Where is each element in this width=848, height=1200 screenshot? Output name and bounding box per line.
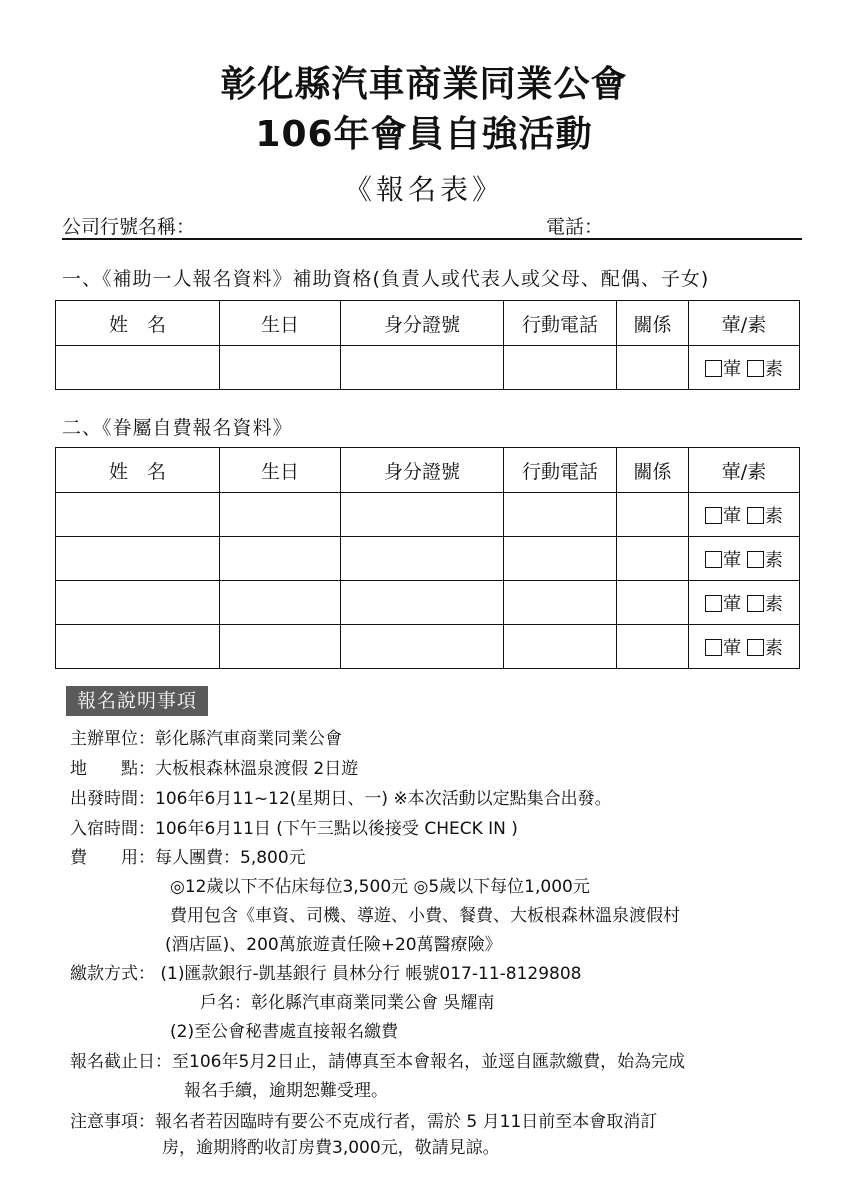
col-birthday: 生日 bbox=[220, 448, 341, 493]
name-cell[interactable] bbox=[56, 346, 220, 390]
col-id-number: 身分證號 bbox=[341, 448, 504, 493]
organizer-line: 主辦單位：彰化縣汽車商業同業公會 bbox=[70, 729, 342, 749]
veg-label: 素 bbox=[764, 637, 783, 659]
cancellation-fee-line: 房，逾期將酌收訂房費3,000元，敬請見諒。 bbox=[162, 1138, 500, 1158]
phone-label: 電話： bbox=[546, 216, 604, 238]
meat-label: 葷 bbox=[723, 358, 742, 380]
mobile-cell[interactable] bbox=[504, 581, 617, 625]
col-relation: 關係 bbox=[617, 301, 689, 346]
table-row bbox=[56, 581, 800, 625]
birthday-cell[interactable] bbox=[220, 625, 341, 669]
birthday-cell[interactable] bbox=[220, 493, 341, 537]
meat-checkbox[interactable] bbox=[705, 551, 722, 568]
relation-cell[interactable] bbox=[617, 625, 689, 669]
section2-heading: 二、《眷屬自費報名資料》 bbox=[62, 417, 293, 439]
veg-option[interactable] bbox=[747, 638, 783, 659]
mobile-cell[interactable] bbox=[504, 537, 617, 581]
pay-at-office-line: (2)至公會秘書處直接報名繳費 bbox=[170, 1022, 399, 1042]
notes-heading: 報名說明事項 bbox=[66, 686, 208, 716]
departure-line: 出發時間：106年6月11~12(星期日、一) ※本次活動以定點集合出發。 bbox=[70, 789, 612, 809]
id-number-cell[interactable] bbox=[341, 625, 504, 669]
subsidized-member-table bbox=[55, 300, 800, 390]
meat-option[interactable] bbox=[705, 359, 741, 380]
name-cell[interactable] bbox=[56, 493, 220, 537]
veg-option[interactable] bbox=[747, 359, 783, 380]
meat-checkbox[interactable] bbox=[705, 595, 722, 612]
table-header-row bbox=[56, 448, 800, 493]
name-cell[interactable] bbox=[56, 581, 220, 625]
org-title: 彰化縣汽車商業同業公會 bbox=[220, 64, 628, 105]
birthday-cell[interactable] bbox=[220, 537, 341, 581]
company-name-label: 公司行號名稱： bbox=[62, 216, 196, 238]
family-member-table bbox=[55, 447, 800, 669]
diet-cell bbox=[689, 493, 800, 537]
veg-option[interactable] bbox=[747, 506, 783, 527]
col-birthday: 生日 bbox=[220, 301, 341, 346]
table-header-row bbox=[56, 301, 800, 346]
diet-cell bbox=[689, 625, 800, 669]
meat-option[interactable] bbox=[705, 550, 741, 571]
diet-cell bbox=[689, 537, 800, 581]
meat-label: 葷 bbox=[723, 549, 742, 571]
relation-cell[interactable] bbox=[617, 537, 689, 581]
fee-line: 費 用：每人團費：5,800元 bbox=[70, 848, 306, 868]
table-row bbox=[56, 346, 800, 390]
table-row bbox=[56, 625, 800, 669]
col-mobile: 行動電話 bbox=[504, 448, 617, 493]
veg-checkbox[interactable] bbox=[747, 360, 764, 377]
veg-label: 素 bbox=[764, 593, 783, 615]
mobile-cell[interactable] bbox=[504, 493, 617, 537]
col-diet: 葷/素 bbox=[689, 301, 800, 346]
form-title: 《報名表》 bbox=[343, 173, 504, 206]
id-number-cell[interactable] bbox=[341, 537, 504, 581]
col-id-number: 身分證號 bbox=[341, 301, 504, 346]
meat-checkbox[interactable] bbox=[705, 360, 722, 377]
birthday-cell[interactable] bbox=[220, 346, 341, 390]
name-cell[interactable] bbox=[56, 537, 220, 581]
company-info-row bbox=[62, 210, 802, 240]
relation-cell[interactable] bbox=[617, 346, 689, 390]
meat-option[interactable] bbox=[705, 594, 741, 615]
veg-label: 素 bbox=[764, 505, 783, 527]
veg-label: 素 bbox=[764, 358, 783, 380]
col-name: 姓 名 bbox=[56, 448, 220, 493]
table-row bbox=[56, 537, 800, 581]
id-number-cell[interactable] bbox=[341, 346, 504, 390]
veg-checkbox[interactable] bbox=[747, 551, 764, 568]
name-cell[interactable] bbox=[56, 625, 220, 669]
cancellation-line: 注意事項：報名者若因臨時有要公不克成行者，需於 5 月11日前至本會取消訂 bbox=[70, 1112, 658, 1132]
diet-cell bbox=[689, 581, 800, 625]
child-fee-line: ◎12歲以下不佔床每位3,500元 ◎5歲以下每位1,000元 bbox=[170, 877, 590, 897]
location-line: 地 點：大板根森林溫泉渡假 2日遊 bbox=[70, 759, 359, 779]
fee-includes-line: 費用包含《車資、司機、導遊、小費、餐費、大板根森林溫泉渡假村 bbox=[170, 906, 680, 926]
diet-cell bbox=[689, 346, 800, 390]
insurance-line: (酒店區)、200萬旅遊責任險+20萬醫療險》 bbox=[165, 935, 502, 955]
col-relation: 關係 bbox=[617, 448, 689, 493]
birthday-cell[interactable] bbox=[220, 581, 341, 625]
payment-line: 繳款方式： (1)匯款銀行-凱基銀行 員林分行 帳號017-11-8129808 bbox=[70, 964, 582, 984]
mobile-cell[interactable] bbox=[504, 625, 617, 669]
col-name: 姓 名 bbox=[56, 301, 220, 346]
deadline-note-line: 報名手續，逾期恕難受理。 bbox=[184, 1081, 388, 1101]
veg-option[interactable] bbox=[747, 594, 783, 615]
veg-option[interactable] bbox=[747, 550, 783, 571]
meat-label: 葷 bbox=[723, 593, 742, 615]
meat-option[interactable] bbox=[705, 638, 741, 659]
meat-label: 葷 bbox=[723, 637, 742, 659]
id-number-cell[interactable] bbox=[341, 581, 504, 625]
meat-checkbox[interactable] bbox=[705, 507, 722, 524]
meat-checkbox[interactable] bbox=[705, 639, 722, 656]
table-row bbox=[56, 493, 800, 537]
account-name-line: 戶名：彰化縣汽車商業同業公會 吳耀南 bbox=[200, 993, 495, 1013]
deadline-line: 報名截止日：至106年5月2日止，請傳真至本會報名，並逕自匯款繳費，始為完成 bbox=[70, 1052, 686, 1072]
mobile-cell[interactable] bbox=[504, 346, 617, 390]
veg-label: 素 bbox=[764, 549, 783, 571]
meat-option[interactable] bbox=[705, 506, 741, 527]
event-title: 106年會員自強活動 bbox=[255, 114, 593, 155]
veg-checkbox[interactable] bbox=[747, 595, 764, 612]
col-mobile: 行動電話 bbox=[504, 301, 617, 346]
section1-heading: 一、《補助一人報名資料》補助資格(負責人或代表人或父母、配偶、子女) bbox=[62, 268, 710, 290]
relation-cell[interactable] bbox=[617, 493, 689, 537]
checkin-line: 入宿時間：106年6月11日 (下午三點以後接受 CHECK IN ) bbox=[70, 819, 518, 839]
meat-label: 葷 bbox=[723, 505, 742, 527]
veg-checkbox[interactable] bbox=[747, 507, 764, 524]
id-number-cell[interactable] bbox=[341, 493, 504, 537]
relation-cell[interactable] bbox=[617, 581, 689, 625]
col-diet: 葷/素 bbox=[689, 448, 800, 493]
veg-checkbox[interactable] bbox=[747, 639, 764, 656]
